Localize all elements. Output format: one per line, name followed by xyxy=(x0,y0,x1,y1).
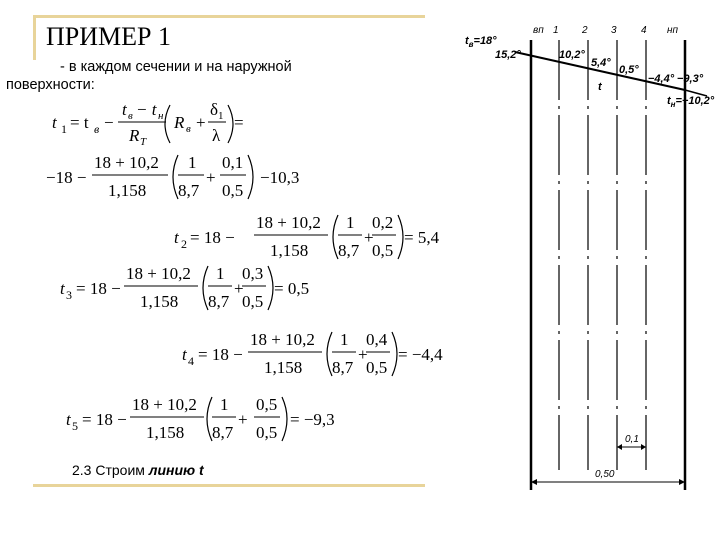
f4-lhs: t xyxy=(182,345,187,364)
f3-num: 18 + 10,2 xyxy=(126,264,191,283)
f5-tail: = −9,3 xyxy=(290,410,335,429)
f1-p2-den: λ xyxy=(212,126,221,145)
header-1: 1 xyxy=(553,25,559,36)
f4-a-den: 8,7 xyxy=(332,358,354,377)
f1-num-mid: − t xyxy=(136,100,157,119)
f1b-a-num: 1 xyxy=(188,153,197,172)
f1-minus: − xyxy=(104,113,114,132)
f3-b-den: 0,5 xyxy=(242,292,264,311)
f4-paren-right xyxy=(392,332,397,376)
f3-den: 1,158 xyxy=(140,292,179,311)
f4-plus: + xyxy=(358,345,368,364)
dim-label-section: 0,1 xyxy=(625,434,639,445)
slide-title: ПРИМЕР 1 xyxy=(46,22,171,51)
frame-bottom-rule xyxy=(33,484,425,487)
f5-pre: = 18 − xyxy=(82,410,127,429)
f3-lhs-sub: 3 xyxy=(66,288,72,302)
formula-t2 xyxy=(174,213,440,260)
f2-lhs-sub: 2 xyxy=(181,237,187,251)
step-emphasis: линию t xyxy=(148,462,204,478)
f4-pre: = 18 − xyxy=(198,345,243,364)
f1-p1: R xyxy=(174,113,185,132)
f3-pre: = 18 − xyxy=(76,279,121,298)
f4-a-num: 1 xyxy=(340,330,349,349)
f1-paren-right xyxy=(228,105,233,143)
f5-num: 18 + 10,2 xyxy=(132,395,197,414)
f1-lhs-sub: 1 xyxy=(61,122,67,136)
value-section-3: 0,5° xyxy=(619,64,639,76)
formula-t1-general xyxy=(52,100,244,148)
header-np: нп xyxy=(667,25,679,36)
value-outer-surface: −9,3° xyxy=(677,73,704,85)
f2-b-den: 0,5 xyxy=(372,241,394,260)
f4-b-den: 0,5 xyxy=(366,358,388,377)
f1b-num: 18 + 10,2 xyxy=(94,153,159,172)
f4-lhs-sub: 4 xyxy=(188,354,194,368)
f1-paren-left xyxy=(165,105,170,143)
f4-num: 18 + 10,2 xyxy=(250,330,315,349)
f5-lhs: t xyxy=(66,410,71,429)
f5-plus: + xyxy=(238,410,248,429)
step-prefix: 2.3 Строим xyxy=(72,462,149,478)
f5-lhs-sub: 5 xyxy=(72,419,78,433)
step-text xyxy=(72,462,204,478)
formula-t1-numeric xyxy=(46,153,299,200)
f1b-a-den: 8,7 xyxy=(178,181,200,200)
f4-tail: = −4,4 xyxy=(398,345,443,364)
f2-a-num: 1 xyxy=(346,213,355,232)
f3-lhs: t xyxy=(60,279,65,298)
f1-num-sub2: н xyxy=(158,110,164,122)
f1-eq: = t xyxy=(70,113,89,132)
header-4: 4 xyxy=(641,25,647,36)
f1-den-sub: T xyxy=(140,136,147,148)
wall-temperature-diagram xyxy=(455,0,720,500)
f3-a-den: 8,7 xyxy=(208,292,230,311)
f1-den: R xyxy=(129,126,140,145)
f1-num: t xyxy=(122,100,127,119)
f5-b-den: 0,5 xyxy=(256,423,278,442)
value-section-1: 10,2° xyxy=(559,49,585,61)
intro-line-1: - в каждом сечении и на наружной xyxy=(60,59,292,75)
f2-b-num: 0,2 xyxy=(372,213,394,232)
f5-a-num: 1 xyxy=(220,395,229,414)
value-section-2: 5,4° xyxy=(591,57,611,69)
formula-t3 xyxy=(60,264,309,311)
formula-t5 xyxy=(66,395,335,442)
f1-p2-num: δ xyxy=(210,100,219,119)
f1-tail: = xyxy=(234,113,244,132)
f1b-plus: + xyxy=(206,168,216,187)
f4-den: 1,158 xyxy=(264,358,303,377)
f2-pre: = 18 − xyxy=(190,228,235,247)
f1-eq-sub: в xyxy=(94,122,100,136)
f1b-paren-right xyxy=(248,155,253,199)
f1-p1-sub: в xyxy=(186,123,191,135)
f5-a-den: 8,7 xyxy=(212,423,234,442)
value-inner-surface: 15,2° xyxy=(495,49,521,61)
formula-t4 xyxy=(182,330,443,377)
f3-b-num: 0,3 xyxy=(242,264,264,283)
f2-den: 1,158 xyxy=(270,241,309,260)
f3-plus: + xyxy=(234,279,244,298)
f2-plus: + xyxy=(364,228,374,247)
f5-paren-right xyxy=(282,397,287,441)
f2-num: 18 + 10,2 xyxy=(256,213,321,232)
tn-label: $t_н=-10,2^\circ$ xyxy=(667,95,715,109)
f2-paren-right xyxy=(398,215,403,259)
f4-b-num: 0,4 xyxy=(366,330,388,349)
value-section-4: −4,4° xyxy=(648,73,675,85)
f1b-tail: −10,3 xyxy=(260,168,300,187)
f2-a-den: 8,7 xyxy=(338,241,360,260)
f1b-den: 1,158 xyxy=(108,181,147,200)
f1-lhs: t xyxy=(52,113,57,132)
header-3: 3 xyxy=(611,25,617,36)
f1-p2-num-sub: 1 xyxy=(218,110,224,122)
f3-paren-right xyxy=(268,266,273,310)
header-vp: вп xyxy=(533,25,544,36)
f1-num-sub1: в xyxy=(128,110,133,122)
tv-label: $t_в=18^\circ$ xyxy=(465,35,497,49)
f1-plus: + xyxy=(196,113,206,132)
f3-a-num: 1 xyxy=(216,264,225,283)
f5-den: 1,158 xyxy=(146,423,185,442)
f2-tail: = 5,4 xyxy=(404,228,440,247)
header-2: 2 xyxy=(582,25,588,36)
f1b-b-den: 0,5 xyxy=(222,181,244,200)
line-t-label: t xyxy=(598,81,602,93)
f5-b-num: 0,5 xyxy=(256,395,278,414)
intro-line-2: поверхности: xyxy=(6,77,95,93)
f3-tail: = 0,5 xyxy=(274,279,310,298)
f1b-pre: −18 − xyxy=(46,168,87,187)
f2-lhs: t xyxy=(174,228,179,247)
f1b-b-num: 0,1 xyxy=(222,153,244,172)
dim-label-total: 0,50 xyxy=(595,469,615,480)
